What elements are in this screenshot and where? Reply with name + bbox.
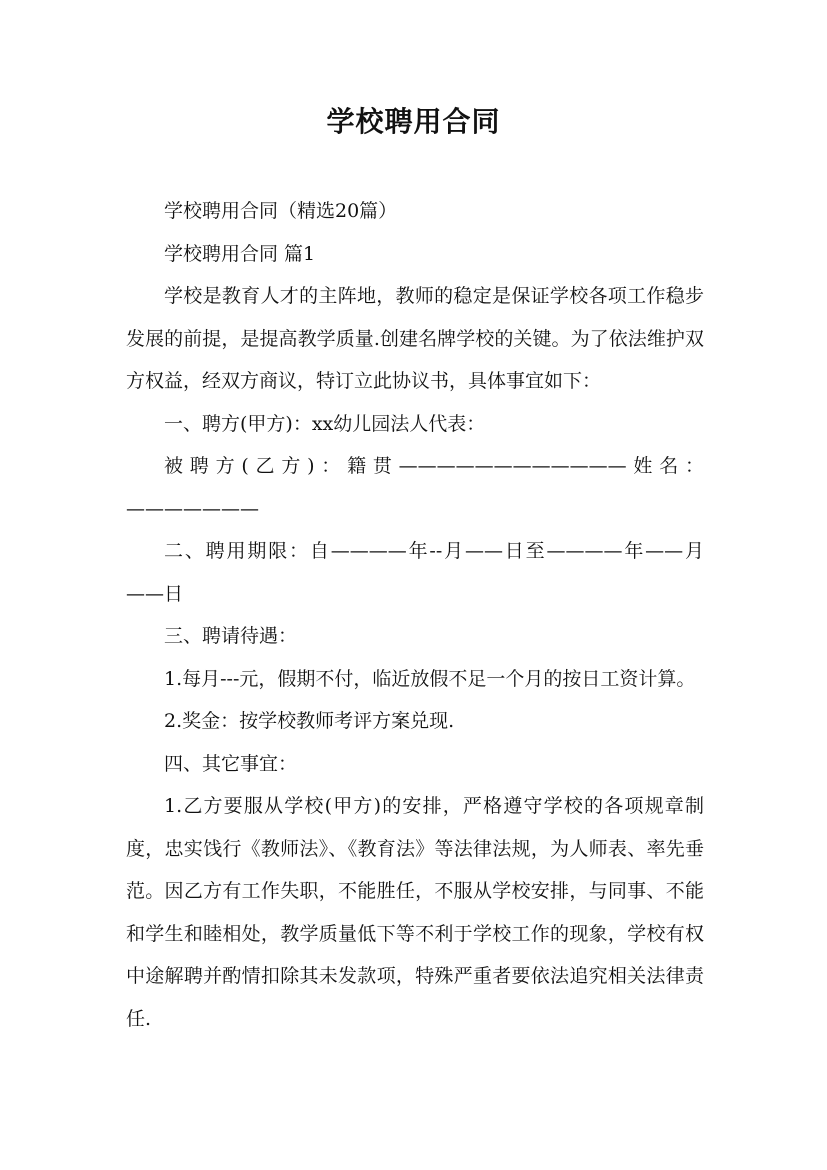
paragraph-compensation-heading: 三、聘请待遇： xyxy=(164,625,298,647)
paragraph-employee: 被聘方(乙方)：籍贯————————————姓名：——————— xyxy=(126,455,704,520)
document-body xyxy=(126,190,704,1040)
paragraph-section-heading: 学校聘用合同 篇1 xyxy=(164,242,316,265)
paragraph-subtitle: 学校聘用合同（精选20篇） xyxy=(164,200,398,222)
document-title: 学校聘用合同 xyxy=(326,105,501,138)
paragraph-salary: 1.每月---元，假期不付，临近放假不足一个月的按日工资计算。 xyxy=(164,667,696,690)
paragraph-other-heading: 四、其它事宜： xyxy=(164,752,298,775)
paragraph-bonus: 2.奖金：按学校教师考评方案兑现. xyxy=(164,710,455,732)
paragraph-obligations: 1.乙方要服从学校(甲方)的安排，严格遵守学校的各项规章制度，忠实饯行《教师法》、《教育法》等法律法规，为人师表、率先垂范。因乙方有工作失职，不能胜任，不服从学校安排，与同事、不能和学生和睦相处，教学质量低下等不利于学校工作的现象，学校有权中途解聘并酌情扣除其未发款项，特殊严重者要依法追究相关法律责任. xyxy=(126,795,704,1030)
paragraph-term: 二、聘用期限：自————年--月——日至————年——月——日 xyxy=(126,540,704,605)
paragraph-employer: 一、聘方(甲方)：xx幼儿园法人代表： xyxy=(164,412,486,435)
paragraph-intro: 学校是教育人才的主阵地，教师的稳定是保证学校各项工作稳步发展的前提，是提高教学质量.创建名牌学校的关键。为了依法维护双方权益，经双方商议，特订立此协议书，具体事宜如下： xyxy=(126,285,704,392)
